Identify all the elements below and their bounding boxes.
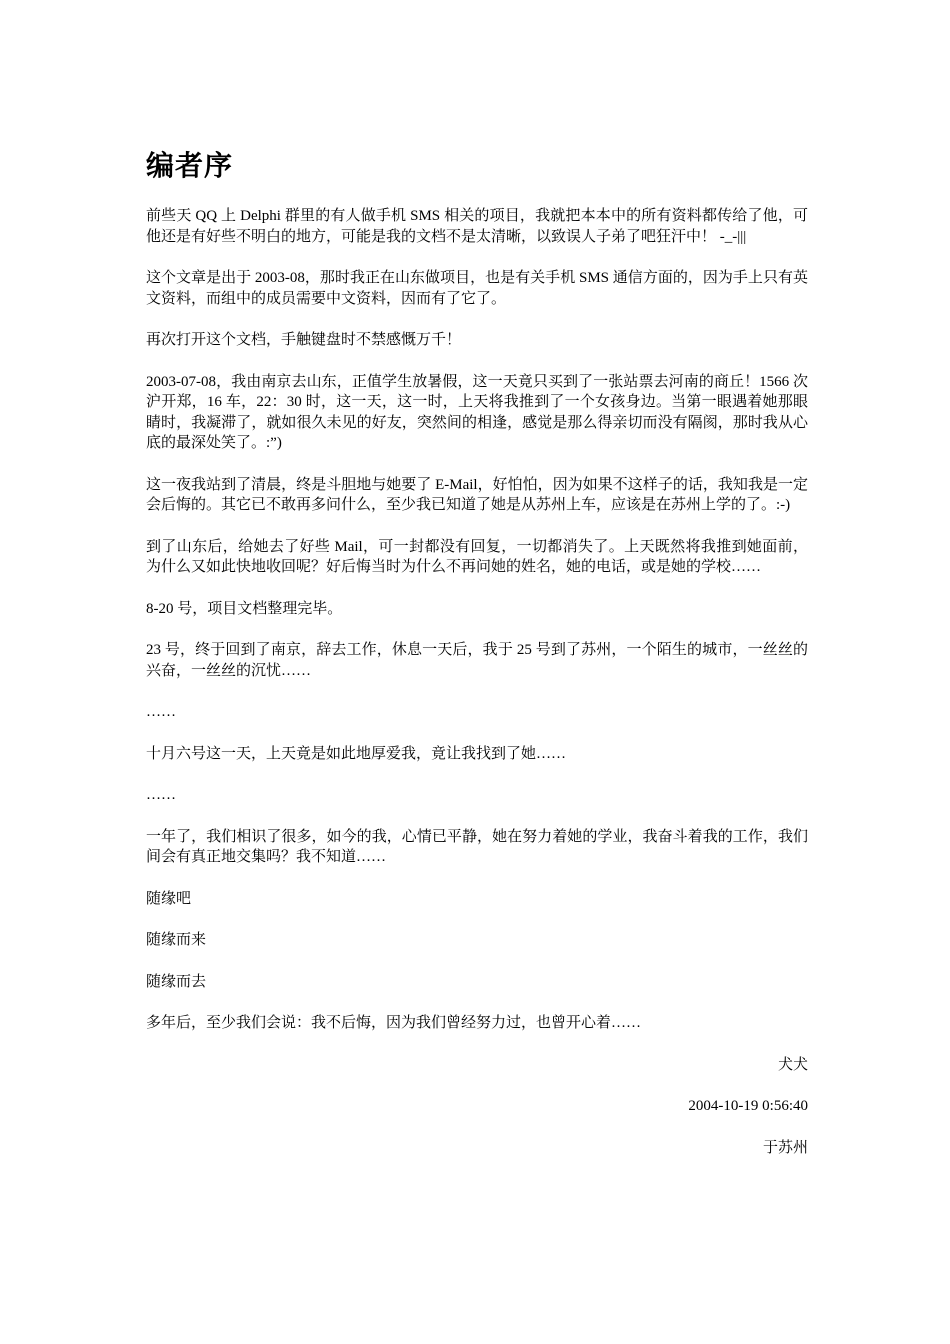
paragraph: 随缘吧 bbox=[146, 890, 192, 907]
paragraph: 随缘而来 bbox=[146, 932, 207, 948]
paragraph: 这一夜我站到了清晨，终是斗胆地与她要了 E-Mail，好怕怕，因为如果不这样子的话，我知我是一定会后悔的。其它已不敢再多问什么，至少我已知道了她是从苏州上车，应该是在苏州上学的了。:-) bbox=[146, 476, 808, 513]
signature-place: 于苏州 bbox=[762, 1139, 808, 1156]
signature-datetime: 2004-10-19 0:56:40 bbox=[688, 1098, 808, 1114]
paragraph: 到了山东后，给她去了好些 Mail，可一封都没有回复，一切都消失了。上天既然将我推到她面前，为什么又如此快地收回呢？好后悔当时为什么不再问她的姓名，她的电话，或是她的学校…… bbox=[146, 538, 808, 575]
paragraph: 随缘而去 bbox=[146, 973, 207, 990]
page-title: 编者序 bbox=[146, 149, 234, 182]
paragraph: 多年后，至少我们会说：我不后悔，因为我们曾经努力过，也曾开心着…… bbox=[146, 1015, 642, 1031]
document-page bbox=[146, 148, 808, 1179]
paragraph: 2003-07-08，我由南京去山东，正值学生放暑假，这一天竟只买到了一张站票去河南的商丘！1566 次沪开郑，16 车，22：30 时，这一天，这一时，上天将我推到了一个女孩身边。当第一眼遇着她那眼睛时，我凝滞了，就如很久未见的好友，突然间的相逢，感觉是那么得亲切而没有隔阂，那时我从心底的最深处笑了。:”) bbox=[146, 373, 808, 451]
signature-author: 犬犬 bbox=[777, 1056, 808, 1073]
paragraph: 十月六号这一天，上天竟是如此地厚爱我，竟让我找到了她…… bbox=[146, 745, 567, 762]
ellipsis-paragraph: …… bbox=[146, 787, 176, 803]
ellipsis-paragraph: …… bbox=[146, 704, 176, 720]
paragraph: 再次打开这个文档，手触键盘时不禁感慨万千！ bbox=[146, 332, 462, 348]
paragraph: 前些天 QQ 上 Delphi 群里的有人做手机 SMS 相关的项目，我就把本本中的所有资料都传给了他，可他还是有好些不明白的地方，可能是我的文档不是太清晰，以致误人子弟了吧狂汗中！ -_-||| bbox=[146, 208, 808, 245]
paragraph: 8-20 号，项目文档整理完毕。 bbox=[146, 600, 343, 617]
paragraph: 一年了，我们相识了很多，如今的我，心情已平静，她在努力着她的学业，我奋斗着我的工作，我们间会有真正地交集吗？我不知道…… bbox=[146, 828, 808, 865]
paragraph: 23 号，终于回到了南京，辞去工作，休息一天后，我于 25 号到了苏州，一个陌生的城市，一丝丝的兴奋，一丝丝的沉忧…… bbox=[146, 642, 808, 679]
paragraph: 这个文章是出于 2003-08，那时我正在山东做项目，也是有关手机 SMS 通信方面的，因为手上只有英文资料，而组中的成员需要中文资料，因而有了它了。 bbox=[146, 270, 808, 307]
